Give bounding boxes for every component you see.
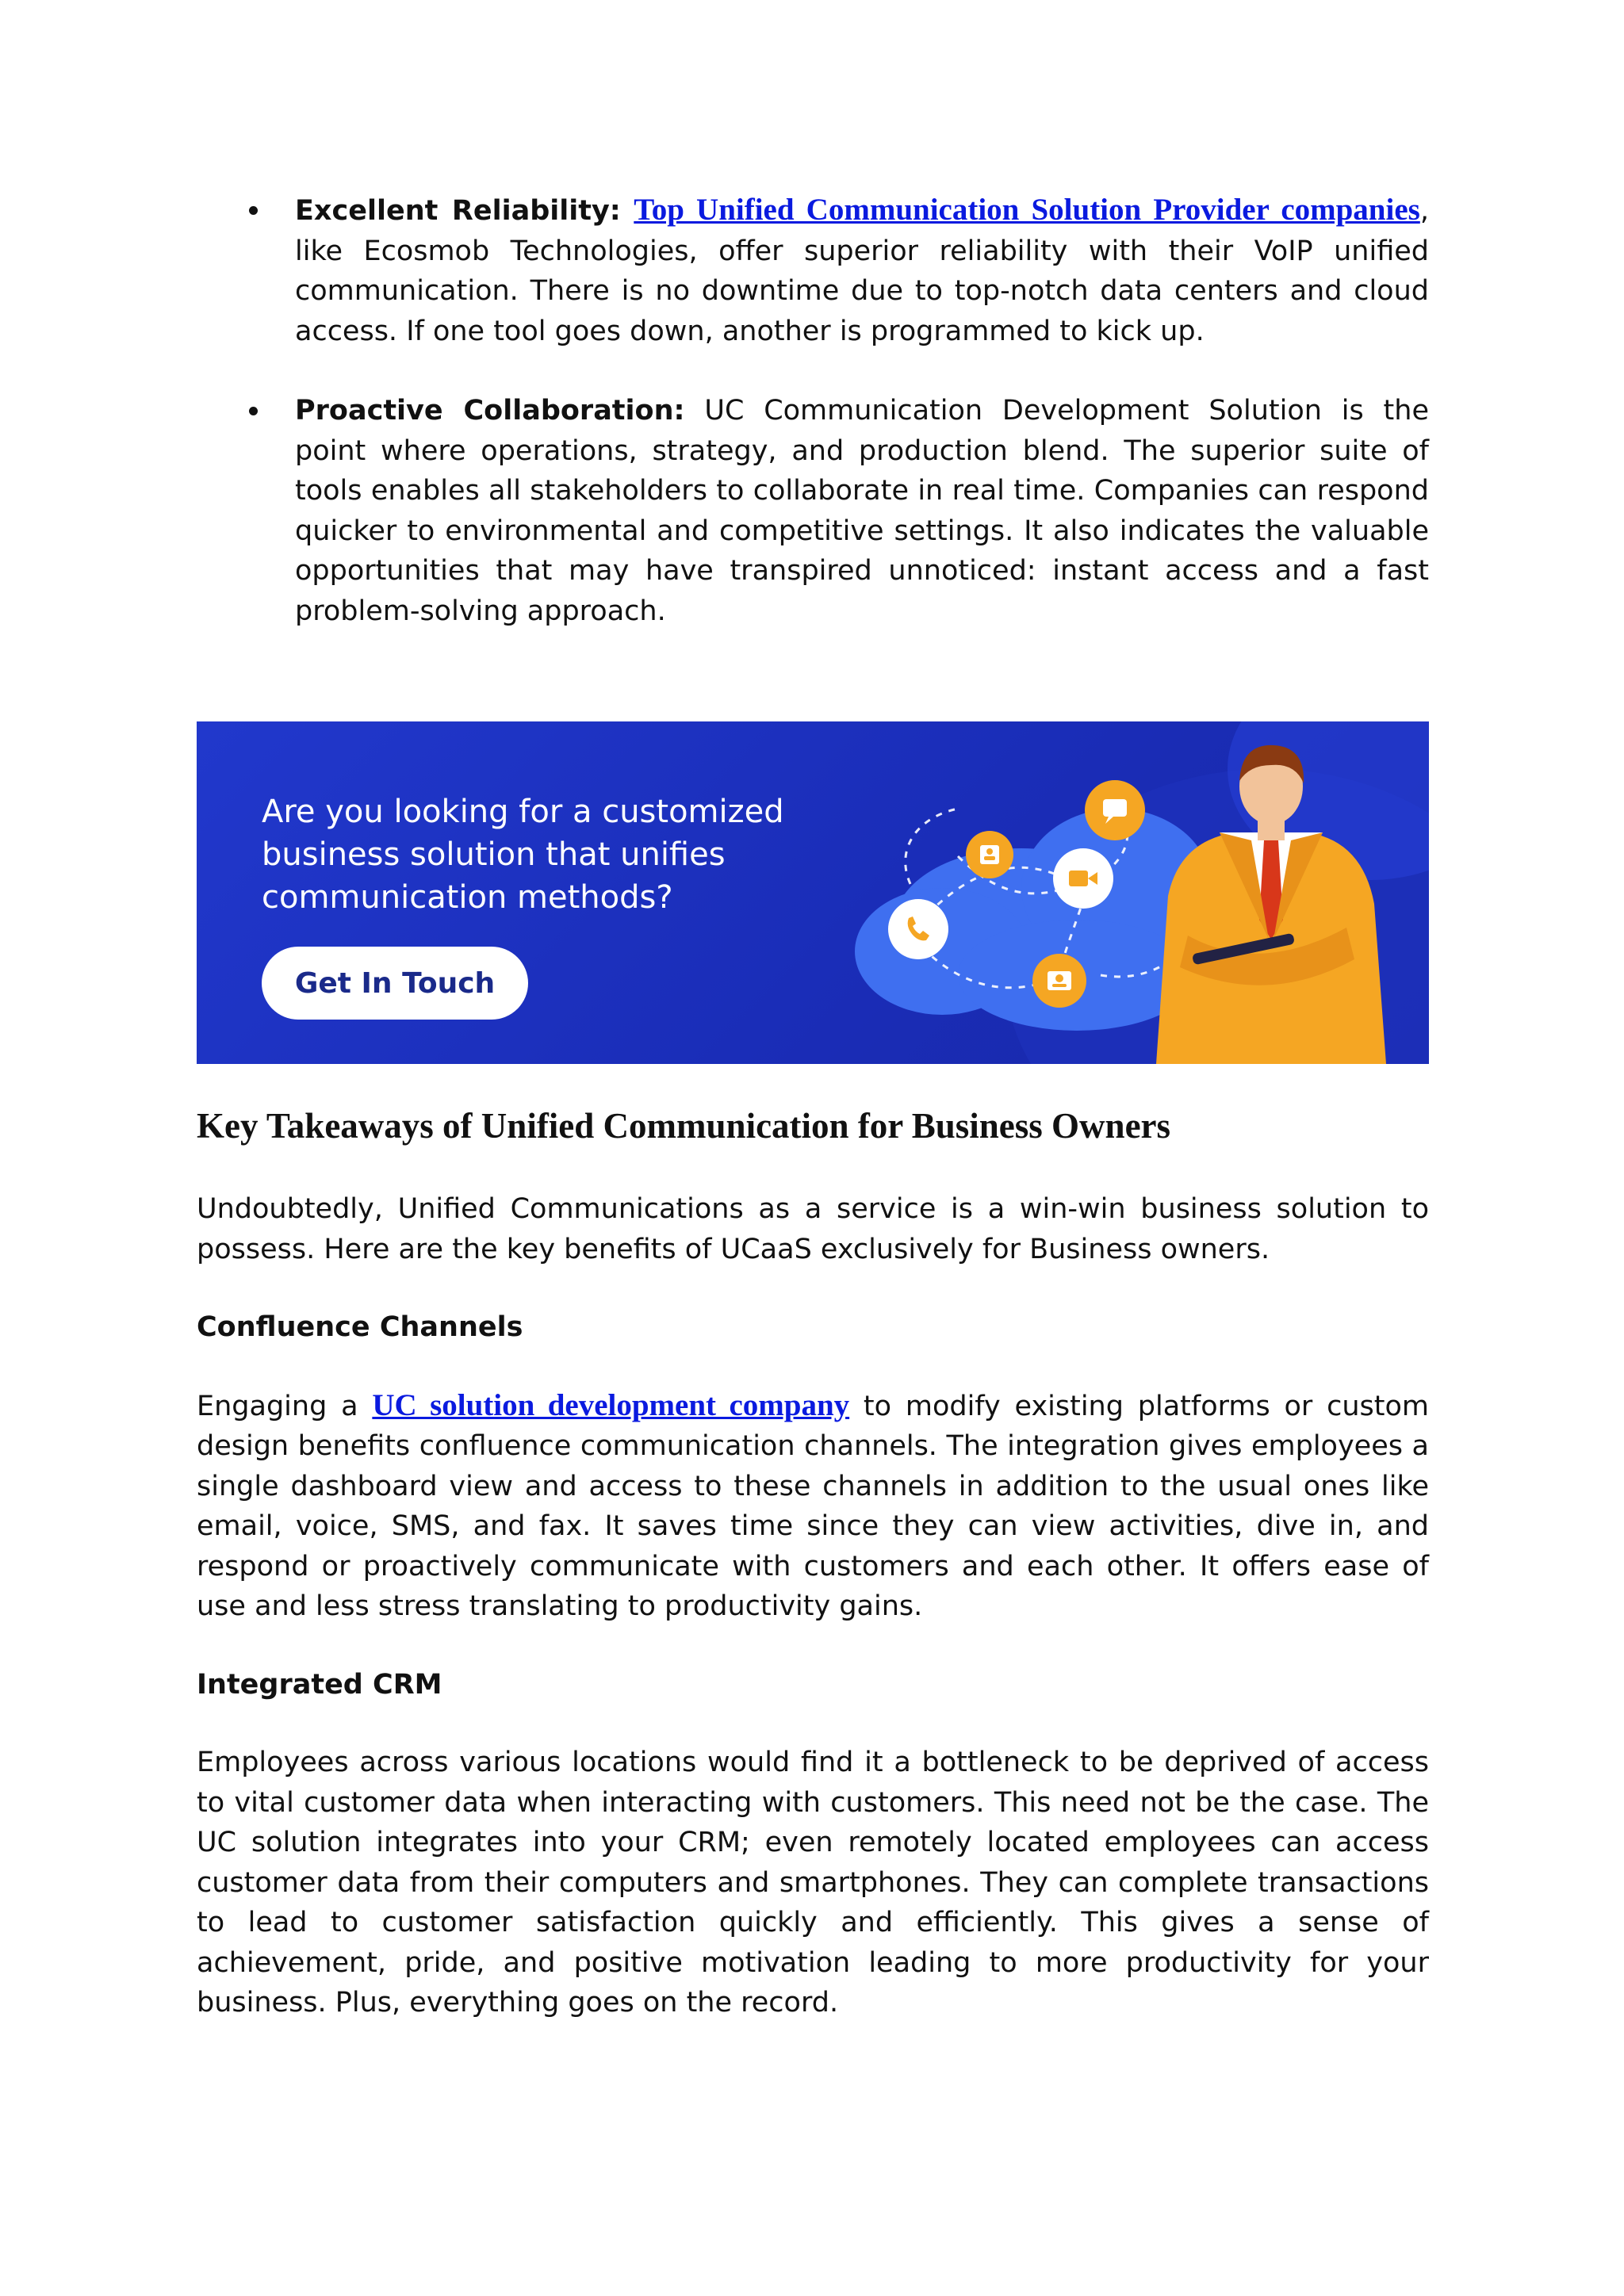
banner-line-2: business solution that unifies — [262, 836, 726, 873]
contact-icon — [966, 831, 1013, 878]
takeaways-section — [197, 1189, 1429, 2061]
provider-companies-link[interactable]: Top Unified Communication Solution Provider companies — [634, 193, 1420, 227]
subheading-integrated-crm: Integrated CRM — [197, 1668, 442, 1701]
bullet-proactive-collaboration — [197, 391, 1429, 631]
chat-icon — [1085, 780, 1145, 840]
id-card-icon — [1032, 954, 1086, 1008]
uc-solution-company-link[interactable]: UC solution development company — [372, 1387, 850, 1422]
section-heading: Key Takeaways of Unified Communication for Business Owners — [197, 1106, 1171, 1146]
banner-line-1: Are you looking for a customized — [262, 794, 784, 830]
banner-headline — [262, 790, 833, 919]
bullet-title: Excellent Reliability: — [295, 195, 621, 227]
paragraph-text: to modify existing platforms or custom design benefits confluence communication channels. The integration gives employees a single dashboard view and access to these channels in addition to the usual ones like email, voice, SMS, and fax. It saves time since they can view activities, dive in, and respond or proactively communicate with customers and each other. It offers ease of use and less stress translating to productivity gains. — [197, 1390, 1429, 1622]
bullet-title: Proactive Collaboration: — [295, 395, 685, 427]
bullet-excellent-reliability — [197, 190, 1429, 351]
crm-paragraph: Employees across various locations would find it a bottleneck to be deprived of access to vital customer data when interacting with customers. This need not be the case. The UC solution integrates into your CRM; even remotely located employees can access customer data from their computers and smartphones. They can complete transactions to lead to customer satisfaction quickly and efficiently. This gives a sense of achievement, pride, and positive motivation leading to more productivity for your business. Plus, everything goes on the record. — [197, 1747, 1429, 2019]
phone-icon — [888, 899, 948, 959]
confluence-paragraph — [197, 1386, 1429, 1627]
banner-line-3: communication methods? — [262, 879, 673, 916]
bullet-text: UC Communication Development Solution is the point where operations, strategy, and production blend. The superior suite of tools enables all stakeholders to collaborate in real time. Companies can respond quicker to environmental and competitive settings. It also indicates the valuable opportunities that may have transpired unnoticed: instant access and a fast problem-solving approach. — [295, 395, 1429, 627]
bullet-section — [197, 190, 1429, 671]
cta-banner[interactable] — [197, 721, 1429, 1064]
bullet-list — [197, 190, 1429, 631]
video-icon — [1053, 848, 1113, 909]
intro-paragraph: Undoubtedly, Unified Communications as a service is a win-win business solution to possess. Here are the key benefits of UCaaS exclusively for Business owners. — [197, 1193, 1429, 1265]
bullet-text: , like Ecosmob Technologies, offer superior reliability with their VoIP unified communication. There is no downtime due to top-notch data centers and cloud access. If one tool goes down, another is programmed to kick up. — [295, 195, 1429, 347]
subheading-confluence-channels: Confluence Channels — [197, 1311, 523, 1343]
paragraph-text: Engaging a — [197, 1390, 373, 1422]
get-in-touch-button[interactable]: Get In Touch — [262, 947, 528, 1020]
